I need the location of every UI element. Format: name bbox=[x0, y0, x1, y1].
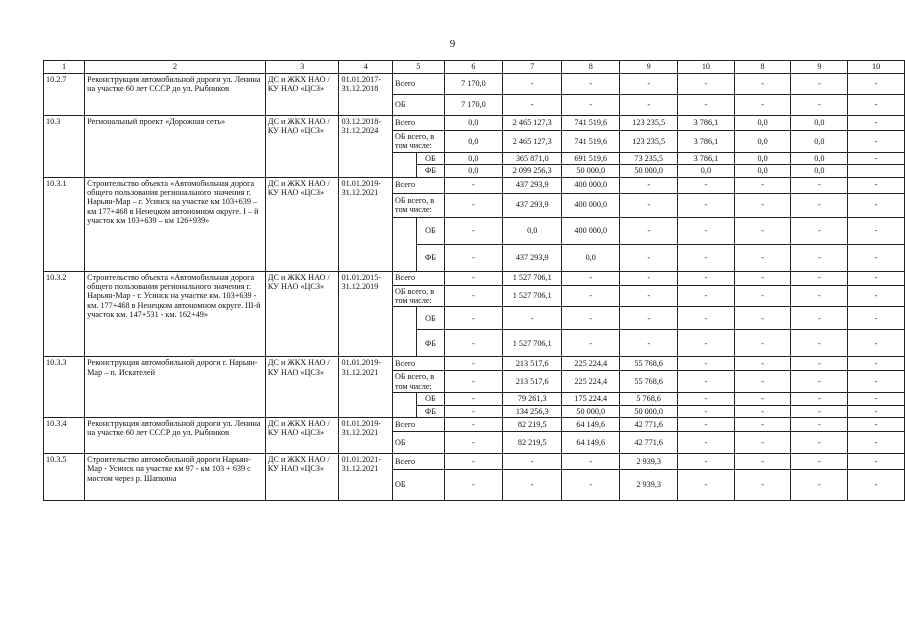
value-cell: - bbox=[791, 405, 848, 417]
funding-source-label: Всего bbox=[393, 454, 445, 470]
funding-source-label: ОБ bbox=[393, 432, 445, 454]
value-cell: 400 000,0 bbox=[562, 217, 620, 244]
value-cell: - bbox=[503, 470, 562, 501]
value-cell: 2 939,3 bbox=[620, 470, 678, 501]
value-cell: - bbox=[734, 95, 791, 116]
value-cell: - bbox=[444, 193, 502, 217]
value-cell: - bbox=[734, 217, 791, 244]
funding-source-label: Всего bbox=[393, 74, 445, 95]
value-cell: - bbox=[848, 371, 905, 393]
value-cell: 437 293,9 bbox=[503, 193, 562, 217]
funding-source-label: ФБ bbox=[417, 244, 445, 271]
header-cell: 10 bbox=[678, 61, 735, 74]
page-number: 9 bbox=[449, 38, 456, 50]
value-cell: - bbox=[791, 470, 848, 501]
table-row bbox=[44, 271, 905, 285]
funding-source-label: ОБ bbox=[417, 307, 445, 330]
value-cell: 82 219,5 bbox=[503, 418, 562, 432]
header-cell: 9 bbox=[620, 61, 678, 74]
value-cell: - bbox=[848, 193, 905, 217]
value-cell: 50 000,0 bbox=[620, 165, 678, 177]
value-cell: 64 149,6 bbox=[562, 418, 620, 432]
value-cell: 50 000,0 bbox=[562, 165, 620, 177]
value-cell: - bbox=[791, 285, 848, 307]
period: 01.01.2017-31.12.2018 bbox=[339, 74, 393, 116]
value-cell: 437 293,9 bbox=[503, 244, 562, 271]
value-cell: - bbox=[848, 177, 905, 193]
value-cell: 365 871,0 bbox=[503, 152, 562, 164]
value-cell: - bbox=[734, 393, 791, 405]
table-row bbox=[44, 116, 905, 131]
value-cell: 123 235,5 bbox=[620, 116, 678, 131]
value-cell: - bbox=[791, 357, 848, 371]
value-cell: 7 170,0 bbox=[444, 95, 502, 116]
table-body bbox=[44, 61, 905, 501]
value-cell: 0,0 bbox=[444, 131, 502, 153]
funding-source-label: ФБ bbox=[417, 165, 445, 177]
value-cell: - bbox=[444, 307, 502, 330]
value-cell: 741 519,6 bbox=[562, 131, 620, 153]
indent-cell bbox=[393, 307, 417, 357]
value-cell: - bbox=[734, 405, 791, 417]
header-cell: 8 bbox=[562, 61, 620, 74]
value-cell: - bbox=[848, 285, 905, 307]
header-cell: 2 bbox=[85, 61, 266, 74]
value-cell: - bbox=[678, 393, 735, 405]
value-cell: - bbox=[848, 217, 905, 244]
value-cell: 400 000,0 bbox=[562, 177, 620, 193]
value-cell: - bbox=[791, 454, 848, 470]
value-cell: 2 465 127,3 bbox=[503, 131, 562, 153]
value-cell: 82 219,5 bbox=[503, 432, 562, 454]
value-cell: - bbox=[734, 285, 791, 307]
value-cell: 213 517,6 bbox=[503, 371, 562, 393]
value-cell: - bbox=[444, 418, 502, 432]
budget-table bbox=[43, 60, 905, 501]
funding-source-label: ОБ bbox=[393, 470, 445, 501]
value-cell: - bbox=[734, 432, 791, 454]
header-cell: 5 bbox=[393, 61, 445, 74]
value-cell: - bbox=[734, 177, 791, 193]
value-cell: - bbox=[848, 470, 905, 501]
value-cell: - bbox=[791, 244, 848, 271]
value-cell: 2 939,3 bbox=[620, 454, 678, 470]
value-cell: - bbox=[444, 432, 502, 454]
value-cell: - bbox=[620, 193, 678, 217]
value-cell: - bbox=[444, 217, 502, 244]
value-cell: - bbox=[848, 405, 905, 417]
value-cell: - bbox=[620, 330, 678, 357]
value-cell: 437 293,9 bbox=[503, 177, 562, 193]
value-cell: - bbox=[791, 193, 848, 217]
value-cell: 0,0 bbox=[734, 131, 791, 153]
value-cell: - bbox=[678, 217, 735, 244]
value-cell: - bbox=[791, 330, 848, 357]
value-cell: 213 517,6 bbox=[503, 357, 562, 371]
funding-source-label: ОБ bbox=[393, 95, 445, 116]
row-number: 10.2.7 bbox=[44, 74, 85, 116]
funding-source-label: Всего bbox=[393, 177, 445, 193]
value-cell: - bbox=[848, 116, 905, 131]
value-cell: - bbox=[848, 74, 905, 95]
value-cell: - bbox=[678, 74, 735, 95]
value-cell: 5 768,6 bbox=[620, 393, 678, 405]
table-row bbox=[44, 454, 905, 470]
value-cell: - bbox=[620, 285, 678, 307]
period: 01.01.2015-31.12.2019 bbox=[339, 271, 393, 357]
value-cell: - bbox=[444, 393, 502, 405]
value-cell: - bbox=[678, 307, 735, 330]
value-cell: - bbox=[734, 330, 791, 357]
value-cell: - bbox=[678, 271, 735, 285]
value-cell: - bbox=[848, 95, 905, 116]
header-cell: 7 bbox=[503, 61, 562, 74]
value-cell: 64 149,6 bbox=[562, 432, 620, 454]
value-cell: - bbox=[734, 193, 791, 217]
value-cell: - bbox=[848, 432, 905, 454]
value-cell: - bbox=[562, 95, 620, 116]
value-cell: - bbox=[678, 244, 735, 271]
funding-source-label: Всего bbox=[393, 116, 445, 131]
table-row bbox=[44, 177, 905, 193]
value-cell: - bbox=[678, 95, 735, 116]
funding-source-label: Всего bbox=[393, 418, 445, 432]
value-cell: 0,0 bbox=[791, 116, 848, 131]
period: 01.01.2019-31.12.2021 bbox=[339, 357, 393, 418]
value-cell: - bbox=[734, 454, 791, 470]
value-cell: - bbox=[562, 470, 620, 501]
value-cell: 0,0 bbox=[734, 116, 791, 131]
value-cell: - bbox=[503, 454, 562, 470]
value-cell: 7 170,0 bbox=[444, 74, 502, 95]
table-row bbox=[44, 418, 905, 432]
value-cell: 1 527 706,1 bbox=[503, 330, 562, 357]
value-cell: - bbox=[562, 285, 620, 307]
row-number: 10.3.3 bbox=[44, 357, 85, 418]
value-cell: - bbox=[734, 74, 791, 95]
table-row bbox=[44, 74, 905, 95]
value-cell: 55 768,6 bbox=[620, 371, 678, 393]
value-cell: - bbox=[734, 371, 791, 393]
header-cell: 8 bbox=[734, 61, 791, 74]
funding-source-label: Всего bbox=[393, 357, 445, 371]
value-cell: - bbox=[678, 357, 735, 371]
value-cell: 55 768,6 bbox=[620, 357, 678, 371]
value-cell: - bbox=[848, 131, 905, 153]
executor: ДС и ЖКХ НАО / КУ НАО «ЦСЗ» bbox=[265, 271, 339, 357]
value-cell: - bbox=[734, 357, 791, 371]
value-cell: 0,0 bbox=[791, 152, 848, 164]
table-row bbox=[44, 357, 905, 371]
value-cell: - bbox=[620, 177, 678, 193]
value-cell: - bbox=[562, 74, 620, 95]
header-row bbox=[44, 61, 905, 74]
value-cell: - bbox=[444, 371, 502, 393]
value-cell: - bbox=[444, 330, 502, 357]
value-cell: - bbox=[734, 271, 791, 285]
value-cell: - bbox=[791, 418, 848, 432]
value-cell: - bbox=[444, 454, 502, 470]
activity-name: Строительство объекта «Автомобильная дорога общего пользования регионального значения г. Нарьян-Мар - г. Усинск на участке км. 103+639 - км. 177+468 в Ненецком автономном округе. III-й участок км. 147+531 - км. 162+49» bbox=[85, 271, 266, 357]
value-cell: - bbox=[678, 432, 735, 454]
value-cell: 0,0 bbox=[444, 116, 502, 131]
value-cell: 0,0 bbox=[734, 165, 791, 177]
value-cell: 175 224,4 bbox=[562, 393, 620, 405]
value-cell: 0,0 bbox=[791, 165, 848, 177]
activity-name: Реконструкция автомобильной дороги г. Нарьян-Мар – п. Искателей bbox=[85, 357, 266, 418]
activity-name: Строительство объекта «Автомобильная дорога общего пользования регионального значения г. Нарьян-Мар – г. Усинск на участке км 103+639 – км 177+468 в Ненецком автономном округе. I – й участок км 103+639 – км 126+939» bbox=[85, 177, 266, 271]
value-cell: - bbox=[678, 405, 735, 417]
row-number: 10.3 bbox=[44, 116, 85, 178]
value-cell: - bbox=[848, 244, 905, 271]
value-cell: - bbox=[444, 357, 502, 371]
value-cell: - bbox=[444, 177, 502, 193]
funding-source-label: ОБ bbox=[417, 393, 445, 405]
value-cell: - bbox=[444, 244, 502, 271]
value-cell: 0,0 bbox=[734, 152, 791, 164]
value-cell: - bbox=[848, 357, 905, 371]
funding-source-label: ОБ всего, в том числе: bbox=[393, 285, 445, 307]
value-cell: - bbox=[734, 418, 791, 432]
value-cell: 3 786,1 bbox=[678, 152, 735, 164]
value-cell: - bbox=[848, 393, 905, 405]
value-cell: - bbox=[620, 74, 678, 95]
value-cell: - bbox=[678, 330, 735, 357]
value-cell: 0,0 bbox=[791, 131, 848, 153]
executor: ДС и ЖКХ НАО / КУ НАО «ЦСЗ» bbox=[265, 418, 339, 454]
value-cell: 691 519,6 bbox=[562, 152, 620, 164]
funding-source-label: ОБ всего, в том числе: bbox=[393, 193, 445, 217]
row-number: 10.3.5 bbox=[44, 454, 85, 501]
value-cell: - bbox=[791, 74, 848, 95]
value-cell: - bbox=[444, 470, 502, 501]
value-cell: - bbox=[848, 307, 905, 330]
value-cell: 0,0 bbox=[678, 165, 735, 177]
value-cell: - bbox=[678, 470, 735, 501]
value-cell: 1 527 706,1 bbox=[503, 285, 562, 307]
value-cell: 400 000,0 bbox=[562, 193, 620, 217]
value-cell: 2 099 256,3 bbox=[503, 165, 562, 177]
value-cell: - bbox=[791, 177, 848, 193]
funding-source-label: ОБ bbox=[417, 152, 445, 164]
executor: ДС и ЖКХ НАО / КУ НАО «ЦСЗ» bbox=[265, 74, 339, 116]
value-cell: - bbox=[620, 217, 678, 244]
value-cell: - bbox=[562, 307, 620, 330]
value-cell: - bbox=[791, 217, 848, 244]
value-cell: - bbox=[444, 285, 502, 307]
value-cell: - bbox=[848, 152, 905, 164]
value-cell: - bbox=[791, 432, 848, 454]
value-cell: - bbox=[678, 285, 735, 307]
indent-cell bbox=[393, 393, 417, 418]
value-cell: 225 224,4 bbox=[562, 357, 620, 371]
funding-source-label: ФБ bbox=[417, 405, 445, 417]
header-cell: 1 bbox=[44, 61, 85, 74]
value-cell: 0,0 bbox=[444, 152, 502, 164]
value-cell: - bbox=[734, 244, 791, 271]
funding-source-label: ФБ bbox=[417, 330, 445, 357]
value-cell: - bbox=[848, 454, 905, 470]
funding-source-label: Всего bbox=[393, 271, 445, 285]
value-cell: - bbox=[503, 95, 562, 116]
period: 01.01.2019-31.12.2021 bbox=[339, 418, 393, 454]
value-cell: - bbox=[678, 177, 735, 193]
value-cell: - bbox=[444, 271, 502, 285]
value-cell: - bbox=[848, 330, 905, 357]
value-cell: - bbox=[848, 271, 905, 285]
funding-source-label: ОБ всего, в том числе: bbox=[393, 131, 445, 153]
funding-source-label: ОБ всего, в том числе: bbox=[393, 371, 445, 393]
value-cell: 741 519,6 bbox=[562, 116, 620, 131]
value-cell: 2 465 127,3 bbox=[503, 116, 562, 131]
header-cell: 6 bbox=[444, 61, 502, 74]
value-cell: - bbox=[620, 307, 678, 330]
executor: ДС и ЖКХ НАО / КУ НАО «ЦСЗ» bbox=[265, 454, 339, 501]
value-cell: 134 256,3 bbox=[503, 405, 562, 417]
executor: ДС и ЖКХ НАО / КУ НАО «ЦСЗ» bbox=[265, 177, 339, 271]
value-cell bbox=[848, 165, 905, 177]
value-cell: - bbox=[562, 271, 620, 285]
period: 01.01.2021-31.12.2021 bbox=[339, 454, 393, 501]
value-cell: - bbox=[734, 307, 791, 330]
row-number: 10.3.4 bbox=[44, 418, 85, 454]
value-cell: - bbox=[503, 307, 562, 330]
value-cell: 1 527 706,1 bbox=[503, 271, 562, 285]
activity-name: Реконструкция автомобильной дороги ул. Ленина на участке 60 лет СССР до ул. Рыбников bbox=[85, 74, 266, 116]
value-cell: - bbox=[678, 454, 735, 470]
value-cell: 3 786,1 bbox=[678, 131, 735, 153]
activity-name: Реконструкция автомобильной дороги ул. Ленина на участке 60 лет СССР до ул. Рыбников bbox=[85, 418, 266, 454]
value-cell: - bbox=[562, 330, 620, 357]
value-cell: - bbox=[562, 454, 620, 470]
value-cell: - bbox=[848, 418, 905, 432]
indent-cell bbox=[393, 152, 417, 177]
activity-name: Региональный проект «Дорожная сеть» bbox=[85, 116, 266, 178]
value-cell: 42 771,6 bbox=[620, 418, 678, 432]
value-cell: 79 261,3 bbox=[503, 393, 562, 405]
indent-cell bbox=[393, 217, 417, 271]
value-cell: 0,0 bbox=[444, 165, 502, 177]
value-cell: 50 000,0 bbox=[620, 405, 678, 417]
row-number: 10.3.2 bbox=[44, 271, 85, 357]
value-cell: 73 235,5 bbox=[620, 152, 678, 164]
header-cell: 10 bbox=[848, 61, 905, 74]
activity-name: Строительство автомобильной дороги Нарьян-Мар - Усинск на участке км 97 - км 103 + 639 с мостом через р. Шапкина bbox=[85, 454, 266, 501]
header-cell: 9 bbox=[791, 61, 848, 74]
value-cell: - bbox=[503, 74, 562, 95]
value-cell: 50 000,0 bbox=[562, 405, 620, 417]
value-cell: - bbox=[620, 95, 678, 116]
value-cell: - bbox=[791, 371, 848, 393]
value-cell: - bbox=[620, 244, 678, 271]
period: 03.12.2018-31.12.2024 bbox=[339, 116, 393, 178]
row-number: 10.3.1 bbox=[44, 177, 85, 271]
value-cell: 3 786,1 bbox=[678, 116, 735, 131]
header-cell: 4 bbox=[339, 61, 393, 74]
value-cell: - bbox=[678, 371, 735, 393]
funding-source-label: ОБ bbox=[417, 217, 445, 244]
value-cell: 0,0 bbox=[503, 217, 562, 244]
value-cell: 0,0 bbox=[562, 244, 620, 271]
value-cell: - bbox=[791, 271, 848, 285]
value-cell: - bbox=[734, 470, 791, 501]
value-cell: - bbox=[678, 193, 735, 217]
value-cell: - bbox=[620, 271, 678, 285]
value-cell: 42 771,6 bbox=[620, 432, 678, 454]
header-cell: 3 bbox=[265, 61, 339, 74]
value-cell: 225 224,4 bbox=[562, 371, 620, 393]
value-cell: - bbox=[791, 393, 848, 405]
executor: ДС и ЖКХ НАО / КУ НАО «ЦСЗ» bbox=[265, 116, 339, 178]
executor: ДС и ЖКХ НАО / КУ НАО «ЦСЗ» bbox=[265, 357, 339, 418]
value-cell: - bbox=[444, 405, 502, 417]
value-cell: 123 235,5 bbox=[620, 131, 678, 153]
period: 01.01.2019-31.12.2021 bbox=[339, 177, 393, 271]
value-cell: - bbox=[791, 307, 848, 330]
value-cell: - bbox=[791, 95, 848, 116]
value-cell: - bbox=[678, 418, 735, 432]
